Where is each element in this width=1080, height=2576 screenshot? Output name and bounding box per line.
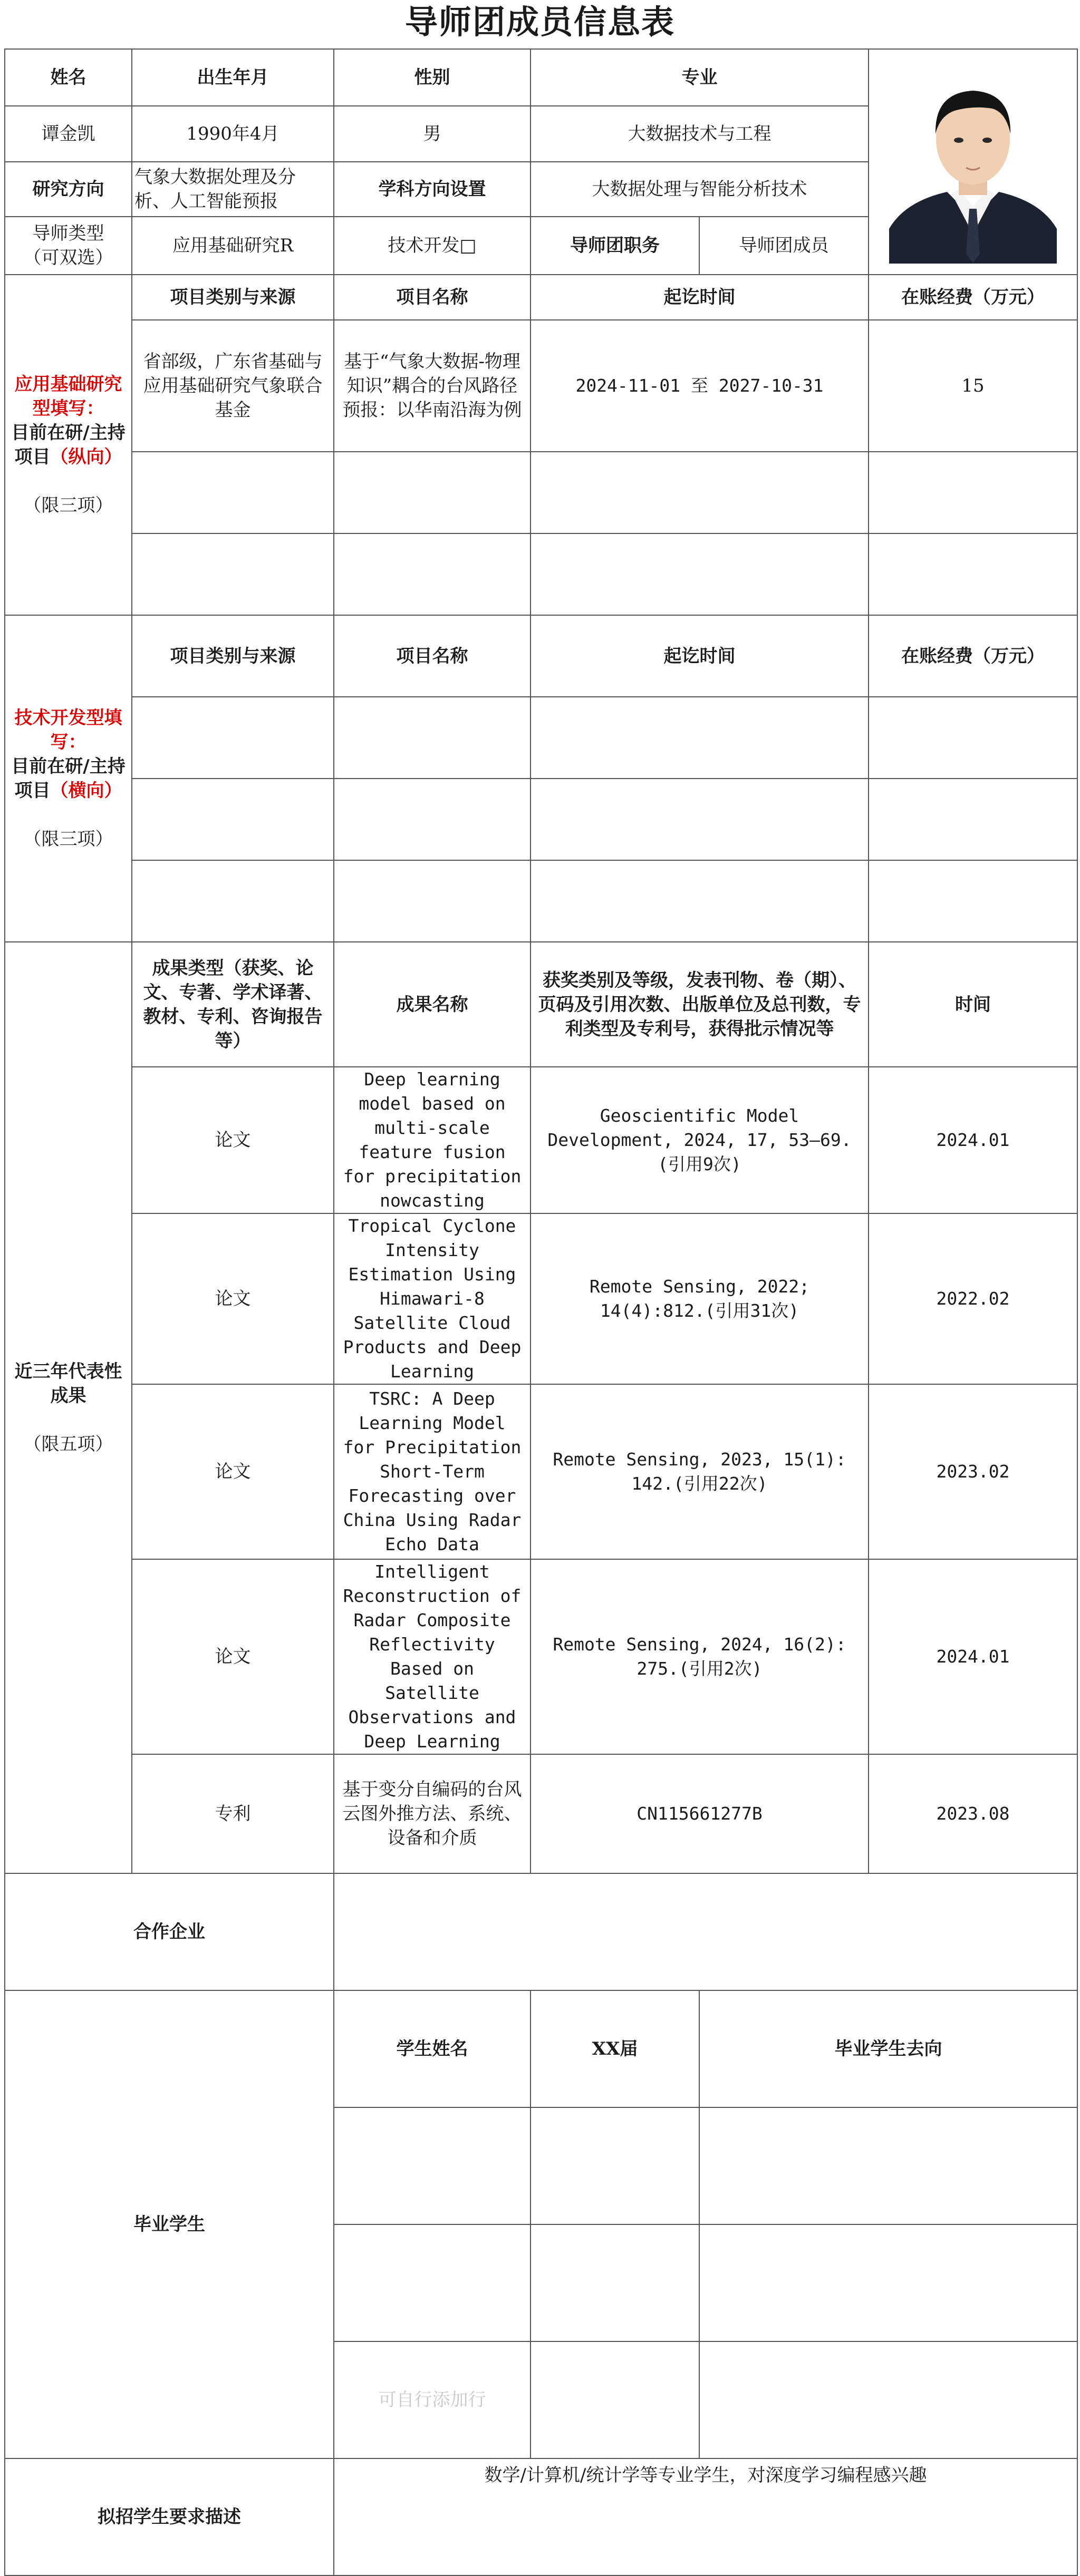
achievements-header-name: 成果名称	[334, 942, 531, 1067]
value-name: 谭金凯	[5, 106, 132, 162]
achievements-header-time: 时间	[869, 942, 1077, 1067]
tech-header-source: 项目类别与来源	[132, 615, 334, 697]
achievement-type: 论文	[132, 1384, 334, 1559]
applied-section-label	[5, 275, 132, 615]
achievement-time: 2024.01	[869, 1559, 1077, 1754]
requirements-value[interactable]: 数学/计算机/统计学等专业学生，对深度学习编程感兴趣	[334, 2458, 1077, 2575]
header-research: 研究方向	[5, 162, 132, 217]
graduate-empty-cell[interactable]	[531, 2224, 699, 2341]
requirements-label: 拟招学生要求描述	[5, 2458, 334, 2575]
achievement-detail: Remote Sensing, 2022; 14(4):812.(引用31次)	[531, 1213, 869, 1384]
value-birth: 1990年4月	[132, 106, 334, 162]
applied-empty-cell[interactable]	[869, 452, 1077, 533]
achievement-time: 2022.02	[869, 1213, 1077, 1384]
tech-header-name: 项目名称	[334, 615, 531, 697]
table-row	[5, 452, 1077, 533]
achievement-detail: Geoscientific Model Development, 2024, 17, 53–69. (引用9次)	[531, 1067, 869, 1213]
applied-header-source: 项目类别与来源	[132, 275, 334, 320]
applied-label-limit: （限三项）	[23, 495, 113, 516]
applied-name: 基于“气象大数据-物理知识”耦合的台风路径预报：以华南沿海为例	[334, 320, 531, 452]
graduate-empty-cell[interactable]	[699, 2224, 1077, 2341]
coop-value[interactable]	[334, 1873, 1077, 1990]
achievements-label: 近三年代表性成果	[14, 1360, 122, 1406]
header-gender: 性别	[334, 49, 531, 106]
value-major: 大数据技术与工程	[531, 106, 869, 162]
info-table	[4, 48, 1078, 2576]
add-row-hint: 可自行添加行	[334, 2341, 531, 2458]
graduate-empty-cell[interactable]	[531, 2107, 699, 2224]
tech-empty-cell[interactable]	[334, 697, 531, 779]
achievement-name: Tropical Cyclone Intensity Estimation Using Himawari-8 Satellite Cloud Products and Deep Learning	[334, 1213, 531, 1384]
coop-label: 合作企业	[5, 1873, 334, 1990]
applied-label-type: 应用基础研究型填写：	[14, 374, 122, 419]
tech-empty-cell[interactable]	[334, 860, 531, 942]
applied-empty-cell[interactable]	[334, 452, 531, 533]
achievement-name: Deep learning model based on multi-scale feature fusion for precipitation nowcasting	[334, 1067, 531, 1213]
table-row	[5, 1559, 1077, 1754]
table-row	[5, 697, 1077, 779]
applied-time: 2024-11-01 至 2027-10-31	[531, 320, 869, 452]
tech-empty-cell[interactable]	[132, 697, 334, 779]
graduate-empty-cell[interactable]	[699, 2341, 1077, 2458]
graduate-empty-cell[interactable]	[334, 2107, 531, 2224]
achievement-detail: Remote Sensing, 2024, 16(2): 275.(引用2次)	[531, 1559, 869, 1754]
tech-label-limit: （限三项）	[23, 829, 113, 850]
achievement-time: 2023.08	[869, 1754, 1077, 1873]
achievement-name: TSRC: A Deep Learning Model for Precipitation Short-Term Forecasting over China Using Radar Echo Data	[334, 1384, 531, 1559]
achievement-name: Intelligent Reconstruction of Radar Composite Reflectivity Based on Satellite Observations and Deep Learning	[334, 1559, 531, 1754]
mentor-type-tech: 技术开发□	[334, 217, 531, 275]
achievements-header-detail: 获奖类别及等级，发表刊物、卷（期）、页码及引用次数、出版单位及总刊数，专利类型及专利号，获得批示情况等	[531, 942, 869, 1067]
mentor-type-applied: 应用基础研究R	[132, 217, 334, 275]
tech-empty-cell[interactable]	[869, 860, 1077, 942]
table-row	[5, 1384, 1077, 1559]
applied-source: 省部级，广东省基础与应用基础研究气象联合基金	[132, 320, 334, 452]
graduate-empty-cell[interactable]	[334, 2224, 531, 2341]
table-row	[5, 1213, 1077, 1384]
achievements-label-limit: （限五项）	[23, 1433, 113, 1455]
achievement-detail: Remote Sensing, 2023, 15(1): 142.(引用22次)	[531, 1384, 869, 1559]
achievement-type: 专利	[132, 1754, 334, 1873]
table-row	[5, 1754, 1077, 1873]
header-mentor-type: 导师类型（可双选）	[5, 217, 132, 275]
value-role: 导师团成员	[699, 217, 869, 275]
page-title: 导师团成员信息表	[404, 3, 675, 41]
tech-label-horizontal: （横向）	[50, 780, 122, 801]
value-gender: 男	[334, 106, 531, 162]
applied-empty-cell[interactable]	[132, 452, 334, 533]
achievement-type: 论文	[132, 1213, 334, 1384]
applied-empty-cell[interactable]	[531, 533, 869, 615]
header-discipline: 学科方向设置	[334, 162, 531, 217]
header-birth: 出生年月	[132, 49, 334, 106]
applied-empty-cell[interactable]	[869, 533, 1077, 615]
achievement-time: 2023.02	[869, 1384, 1077, 1559]
table-row	[5, 1067, 1077, 1213]
achievement-name: 基于变分自编码的台风云图外推方法、系统、设备和介质	[334, 1754, 531, 1873]
graduate-empty-cell[interactable]	[531, 2341, 699, 2458]
table-row	[5, 860, 1077, 942]
achievements-section-label	[5, 942, 132, 1873]
header-name: 姓名	[5, 49, 132, 106]
tech-label-projects: 目前在研/主持项目	[11, 756, 126, 801]
tech-header-fund: 在账经费（万元）	[869, 615, 1077, 697]
tech-empty-cell[interactable]	[531, 860, 869, 942]
tech-empty-cell[interactable]	[132, 860, 334, 942]
table-row	[5, 533, 1077, 615]
applied-empty-cell[interactable]	[132, 533, 334, 615]
achievement-time: 2024.01	[869, 1067, 1077, 1213]
applied-fund: 15	[869, 320, 1077, 452]
achievements-header-type: 成果类型（获奖、论文、专著、学术译著、教材、专利、咨询报告等）	[132, 942, 334, 1067]
table-row	[5, 779, 1077, 860]
tech-section-label	[5, 615, 132, 942]
achievement-detail: CN115661277B	[531, 1754, 869, 1873]
graduates-header-dest: 毕业学生去向	[699, 1990, 1077, 2107]
header-role: 导师团职务	[531, 217, 699, 275]
tech-empty-cell[interactable]	[869, 697, 1077, 779]
tech-label-type: 技术开发型填写：	[14, 707, 122, 753]
table-row	[5, 320, 1077, 452]
tech-empty-cell[interactable]	[334, 779, 531, 860]
graduates-header-class: XX届	[531, 1990, 699, 2107]
tech-empty-cell[interactable]	[869, 779, 1077, 860]
header-major: 专业	[531, 49, 869, 106]
applied-label-projects: 目前在研/主持项目	[11, 422, 126, 468]
graduates-header-name: 学生姓名	[334, 1990, 531, 2107]
graduate-empty-cell[interactable]	[699, 2107, 1077, 2224]
photo-cell	[869, 49, 1077, 275]
applied-header-time: 起讫时间	[531, 275, 869, 320]
tech-header-time: 起讫时间	[531, 615, 869, 697]
tech-empty-cell[interactable]	[132, 779, 334, 860]
graduates-label: 毕业学生	[5, 1990, 334, 2458]
applied-empty-cell[interactable]	[334, 533, 531, 615]
value-discipline: 大数据处理与智能分析技术	[531, 162, 869, 217]
tech-empty-cell[interactable]	[531, 697, 869, 779]
tech-empty-cell[interactable]	[531, 779, 869, 860]
applied-label-vertical: （纵向）	[50, 446, 122, 468]
applied-empty-cell[interactable]	[531, 452, 869, 533]
value-research: 气象大数据处理及分析、人工智能预报	[132, 162, 334, 217]
achievement-type: 论文	[132, 1067, 334, 1213]
applied-header-fund: 在账经费（万元）	[869, 275, 1077, 320]
applied-header-name: 项目名称	[334, 275, 531, 320]
achievement-type: 论文	[132, 1559, 334, 1754]
avatar	[889, 60, 1057, 264]
